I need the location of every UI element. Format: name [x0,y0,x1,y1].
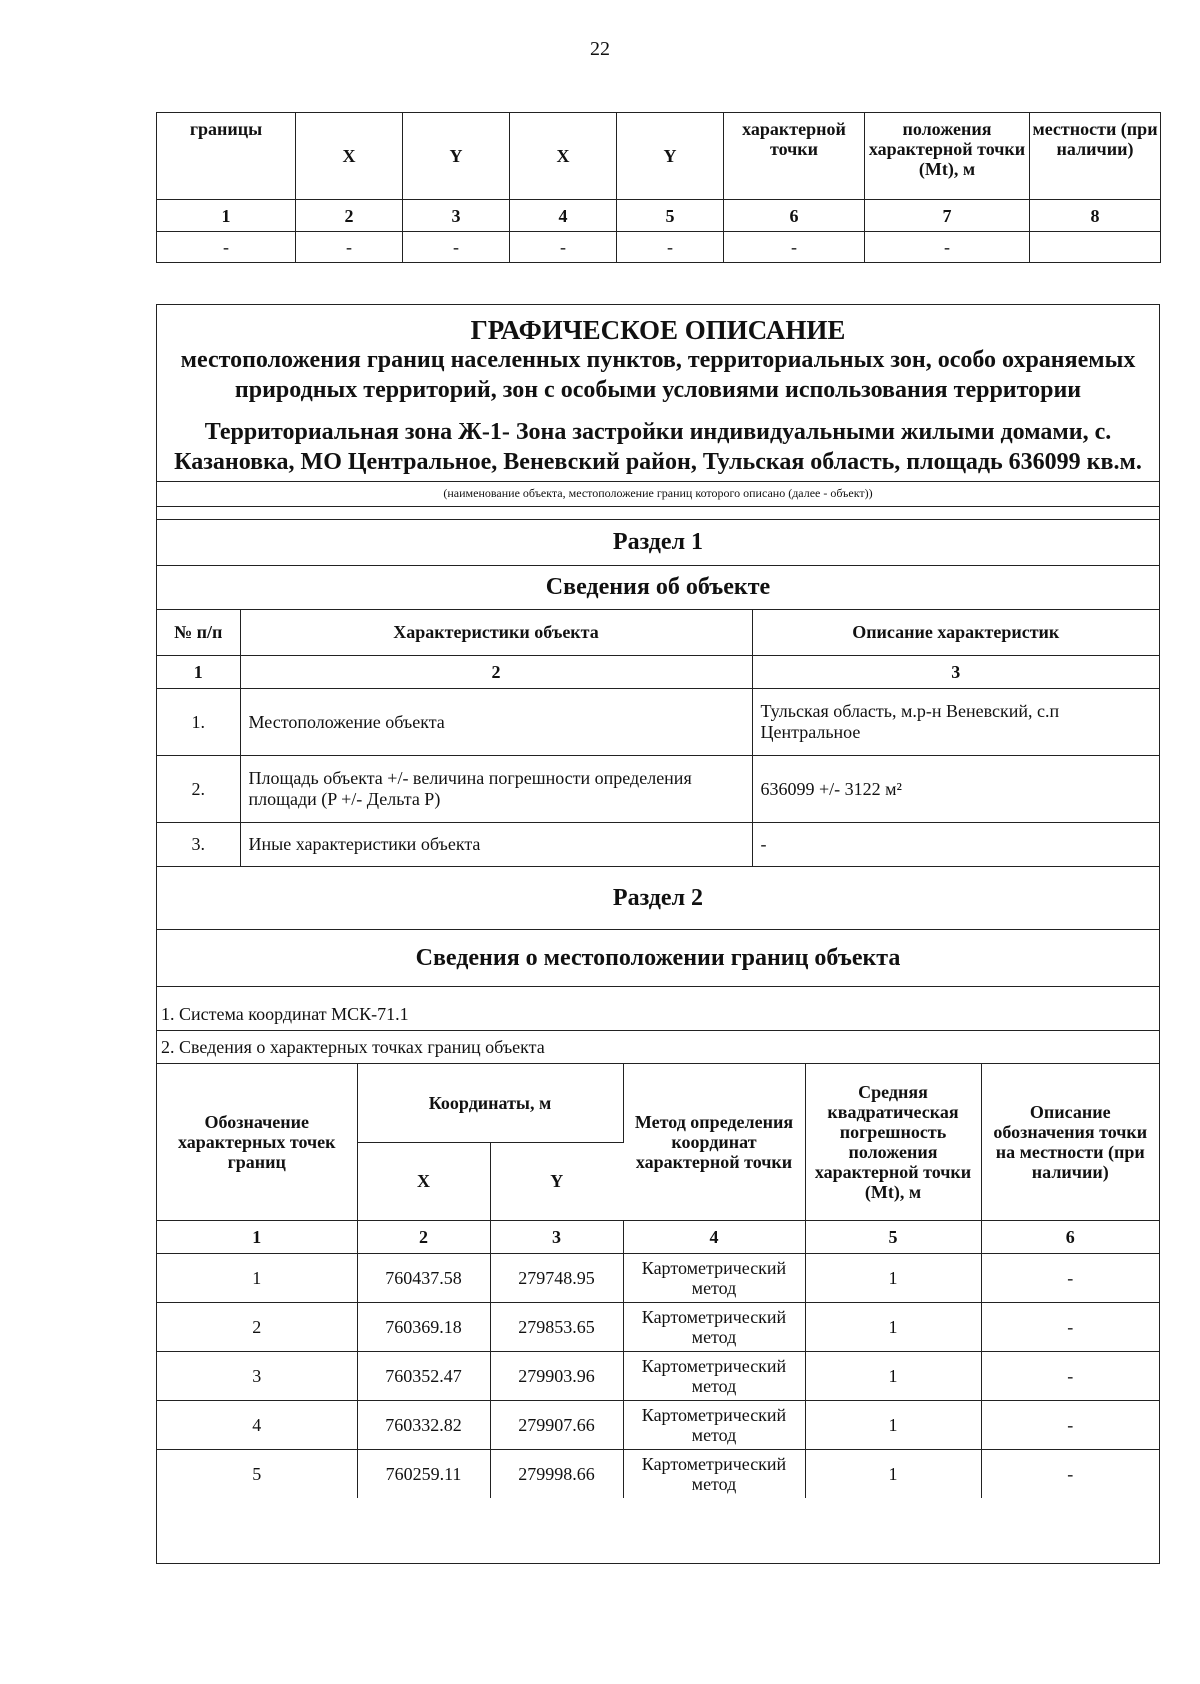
property-name: Иные характеристики объекта [240,823,752,867]
object-properties-table [157,610,1159,867]
table-row [157,1449,1159,1498]
top-header-cell: X [296,113,403,200]
property-value: - [752,823,1159,867]
header-cell: № п/п [157,610,240,656]
row-number: 1. [157,689,240,756]
section2-title: Раздел 2 [157,867,1159,930]
coord-y: 279748.95 [490,1253,623,1302]
top-header-cell: Y [403,113,510,200]
top-header-cell: местности (при наличии) [1030,113,1161,200]
graphic-description-form [156,304,1160,1564]
header-cell: Обозначение характерных точек границ [157,1064,357,1220]
column-number: 5 [805,1220,981,1253]
method: Картометрический метод [623,1400,805,1449]
table-row [157,1400,1159,1449]
point-id: 1 [157,1253,357,1302]
points-caption: 2. Сведения о характерных точках границ объекта [157,1031,1159,1064]
column-number: 6 [981,1220,1159,1253]
table-cell: - [510,232,617,263]
column-number: 6 [724,200,865,232]
column-number: 4 [510,200,617,232]
table-cell [1030,232,1161,263]
point-description: - [981,1351,1159,1400]
top-table-row [157,232,1161,263]
table-cell: - [157,232,296,263]
header-cell: Описание обозначения точки на местности (при наличии) [981,1064,1159,1220]
coord-x: 760332.82 [357,1400,490,1449]
table-row [157,689,1159,756]
column-number: 5 [617,200,724,232]
point-description: - [981,1449,1159,1498]
header-cell: Средняя квадратическая погрешность положения характерной точки (Mt), м [805,1064,981,1220]
column-number: 8 [1030,200,1161,232]
top-header-cell: X [510,113,617,200]
table-cell: - [403,232,510,263]
property-name: Местоположение объекта [240,689,752,756]
method: Картометрический метод [623,1253,805,1302]
point-id: 2 [157,1302,357,1351]
section1-title: Раздел 1 [157,520,1159,566]
table-row [157,1351,1159,1400]
document-heading: ГРАФИЧЕСКОЕ ОПИСАНИЕ [470,315,846,345]
table-row [157,756,1159,823]
column-number: 2 [357,1220,490,1253]
coord-x: 760259.11 [357,1449,490,1498]
header-cell: X [357,1142,490,1220]
top-table-header-row [157,113,1161,200]
column-number: 1 [157,200,296,232]
method: Картометрический метод [623,1302,805,1351]
table-header-row [157,1064,1159,1142]
coord-x: 760352.47 [357,1351,490,1400]
coord-x: 760437.58 [357,1253,490,1302]
top-continuation-table [156,112,1161,263]
table-cell: - [724,232,865,263]
mt-error: 1 [805,1400,981,1449]
coord-y: 279907.66 [490,1400,623,1449]
table-row [157,1302,1159,1351]
point-id: 4 [157,1400,357,1449]
coord-y: 279853.65 [490,1302,623,1351]
table-cell: - [865,232,1030,263]
mt-error: 1 [805,1449,981,1498]
section1-subtitle: Сведения об объекте [157,566,1159,610]
mt-error: 1 [805,1351,981,1400]
table-header-row [157,610,1159,656]
boundary-points-table [157,1064,1159,1498]
column-number: 3 [490,1220,623,1253]
point-description: - [981,1400,1159,1449]
point-description: - [981,1302,1159,1351]
column-number: 2 [240,656,752,689]
header-cell: Y [490,1142,623,1220]
row-number: 2. [157,756,240,823]
coord-y: 279903.96 [490,1351,623,1400]
table-cell: - [296,232,403,263]
document-subheading: местоположения границ населенных пунктов, территориальных зон, особо охраняемых природных территорий, зон с особыми условиями использования территории [180,347,1136,403]
coord-x: 760369.18 [357,1302,490,1351]
mt-error: 1 [805,1302,981,1351]
section2-subtitle: Сведения о местоположении границ объекта [157,930,1159,987]
top-header-cell: положения характерной точки (Mt), м [865,113,1030,200]
top-header-cell: характерной точки [724,113,865,200]
header-cell: Координаты, м [357,1064,623,1142]
property-value: 636099 +/- 3122 м² [752,756,1159,823]
table-cell: - [617,232,724,263]
top-header-cell: Y [617,113,724,200]
coordinate-system: 1. Система координат МСК-71.1 [157,987,1159,1031]
header-cell: Метод определения координат характерной точки [623,1064,805,1220]
mt-error: 1 [805,1253,981,1302]
spacer [157,507,1159,520]
property-value: Тульская область, м.р-н Веневский, с.п Центральное [752,689,1159,756]
column-number: 1 [157,1220,357,1253]
header-cell: Характеристики объекта [240,610,752,656]
coord-y: 279998.66 [490,1449,623,1498]
row-number: 3. [157,823,240,867]
object-name: Территориальная зона Ж-1- Зона застройки индивидуальными жилыми домами, с. Казановка, МО Центральное, Веневский район, Тульская область, площадь 636099 кв.м. [174,419,1142,475]
header-cell: Описание характеристик [752,610,1159,656]
table-row [157,823,1159,867]
point-description: - [981,1253,1159,1302]
method: Картометрический метод [623,1351,805,1400]
column-number: 4 [623,1220,805,1253]
top-header-cell: границы [157,113,296,200]
title-block [157,305,1159,477]
table-number-row [157,1220,1159,1253]
page-number: 22 [590,38,610,60]
method: Картометрический метод [623,1449,805,1498]
column-number: 2 [296,200,403,232]
table-row [157,1253,1159,1302]
object-caption: (наименование объекта, местоположение границ которого описано (далее - объект)) [157,481,1159,507]
table-number-row [157,656,1159,689]
column-number: 3 [752,656,1159,689]
column-number: 1 [157,656,240,689]
column-number: 3 [403,200,510,232]
point-id: 3 [157,1351,357,1400]
top-table-number-row [157,200,1161,232]
property-name: Площадь объекта +/- величина погрешности определения площади (P +/- Дельта P) [240,756,752,823]
point-id: 5 [157,1449,357,1498]
column-number: 7 [865,200,1030,232]
